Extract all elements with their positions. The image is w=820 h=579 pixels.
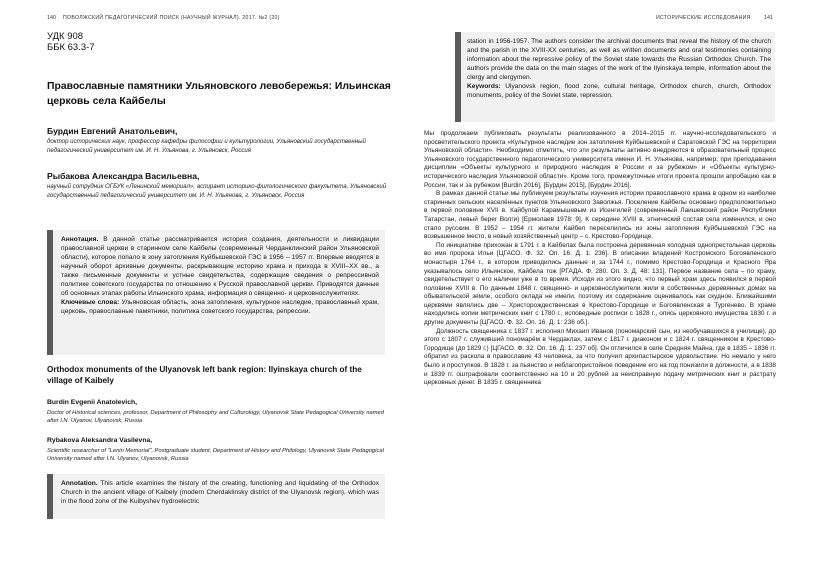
running-head-right: ИСТОРИЧЕСКИЕ ИССЛЕДОВАНИЯ [656, 15, 751, 21]
article-title: Православные памятники Ульяновского левобережья: Ильинская церковь села Кайбелы [47, 81, 391, 107]
english-annotation-bar [47, 474, 53, 519]
annotation-text [61, 235, 379, 316]
running-head-left: ПОВОЛЖСКИЙ ПЕДАГОГИЧЕСКИЙ ПОИСК (НАУЧНЫЙ ЖУРНАЛ). 2017. №2 (20) [63, 15, 280, 21]
english-annotation-box [47, 474, 385, 519]
annotation-box [47, 230, 385, 355]
udk-code: УДК 908 [47, 31, 84, 42]
author-name: Бурдин Евгений Анатольевич, [47, 126, 178, 136]
english-annotation-continued-text [467, 37, 771, 100]
english-title: Orthodox monuments of the Ulyanovsk left bank region: Ilyinskaya church of the village of Kaibely [47, 365, 362, 385]
author-affiliation: доктор исторических наук, профессор кафедры философии и культурологии, Ульяновский государственный педагогический университет им. И. Н. Ульянова, г. Ульяновск, Россия [47, 138, 366, 154]
english-keywords-label: Keywords: [467, 83, 501, 90]
body-paragraph: В рамках данной статьи мы публикуем результаты изучения истории православного храма в одном из наиболее старинных сельских населённых пунктов Ульяновского Заволжья. Поселение Кайбелы основано предположительно в первой половине XVII в. Кайбулой Карамышевым из Исенгилей (современный Лаишевский район Республики Татарстан, левый берег Волги) [Ермолаев 1978: 9]. К середине XVIII в. этнический состав села изменился, и оно стало русским. В 1952 – 1954 гг. жители Кайбел переселились из зоны затопления Куйбышевской ГЭС на возвышенное место, в новый хозяйственный центр – с. Крестово-Городище. [424, 190, 776, 241]
english-annotation-label: Annotation. [61, 480, 98, 487]
body-paragraph: По инициативе прихожан в 1791 г. в Кайбелах была построена деревянная холодная однопрестольная церковь во имя пророка Ильи [ЦГАСО. Ф. 32. Оп. 16. Д. 1: 236]. В описании владений Костромского Богоявленского монастыря 1764 г., в котором приводились данные и за 1744 г., помимо Крестово-Городища и Красного Яра указывалось село Ильинское, Кайбела тож [РГАДА. Ф. 280. Оп. 3. Д. 48: 131]. Первое название села – по храму, свидетельствует о его наличии уже в то время. Исходя из этого видно, что первый храм здесь появился в первой половине XVIII в. По данным 1848 г. священно- и церковнослужители жили в собственных деревянных домах на обывательской земле, особого оклада не имели, поэтому их содержание оценивалось как скудное. Ближайшими церквями являлись две – Христорождественская в Крестово-Городище и Богоявленская в Тургенево. В храме находились копии метрических книг с 1780 г., исповедные росписи с 1828 г., опись церковного имущества 1830 г. и другие документы [ЦГАСО. Ф. 32. Оп. 16. Д. 1: 236 об.]. [424, 241, 776, 327]
article-body [424, 130, 776, 388]
english-author-name: Rybakova Aleksandra Vasilevna, [47, 437, 153, 444]
annotation-bar [47, 230, 53, 355]
english-author-affiliation: Doctor of Historical sciences, professor, Department of Philosophy and Culturology, Ulyanovsk State Pedagogical University named after I.N. Ulyanov, Ulyanovsk, Russia [47, 410, 384, 425]
udk-block [47, 31, 95, 53]
keywords-label: Ключевые слова: [61, 299, 120, 306]
english-annotation-continued-body: station in 1956-1957. The authors consider the archival documents that reveal the history of the church and the parish in the XVIII-XX centuries, as well as written documents and oral testimonies containing information about the repressive policy of the Soviet state towards the Russian Orthodox Church. The authors provide the data on the main stages of the work of the Ilyinskaya temple, information about the clergy and clergymen. [467, 38, 771, 81]
author-affiliation: научный сотрудник ОГБУК «Ленинский мемориал», аспирант историко-филологического факультета, Ульяновский государственный педагогический университет им. И. Н. Ульянова, г. Ульяновск, Россия [47, 183, 387, 199]
body-paragraph: Мы продолжаем публиковать результаты реализованного в 2014–2015 гг. научно-исследовательского и просветительского проекта «Культурное наследие зон затопления Куйбышевской и Саратовской ГЭС на территории Ульяновской области». Необходимо отметить, что эти результаты активно внедряются в образовательный процесс Ульяновского государственного педагогического университета имени И. Н. Ульянова, например, при преподавании дисциплин «Объекты культурного и природного наследия в России и за рубежом» и «Объекты культурно-исторического наследия Ульяновской области». Кроме того, промежуточные итоги проекта прошли апробацию как в России, так и за рубежом [Burdin 2016], [Бурдин 2015], [Бурдин 2016]. [424, 130, 776, 189]
english-author-name: Burdin Evgenii Anatolevich, [47, 399, 138, 406]
english-keywords-body: Ulyanovsk region, flood zone, cultural heritage, Orthodox church, church, Orthodox monuments, policy of the Soviet state, repression. [467, 83, 771, 99]
bbk-code: ББК 63.3-7 [47, 42, 95, 53]
english-annotation-continued-box [455, 32, 775, 122]
english-annotation-body: This article examines the history of the creating, functioning and liquidating of the Orthodox Church in the ancient village of Kaibely (modern Cherdaklinsky district of the Ulyanovsk region), which was in the flood zone of the Kuibyshev hydroelectric [61, 480, 379, 505]
english-annotation-continued-bar [455, 32, 461, 122]
english-author-affiliation: Scientific researcher of "Lenin Memorial", Postgraduate student, Department of History and Philology, Ulyanovsk State Pedagogical University named after I.N. Ulyanov, Ulyanovsk, Russia [47, 448, 384, 463]
body-paragraph: Должность священника с 1837 г. исполнял Михаил Иванов (пономарский сын, из необучавшихся в училище), до этого с 1807 г. служивший пономарём в Чердаклах, затем с 1817 г. диаконом и с 1824 г. священником в Крестово-Городище (до 1829 г.) [ЦГАСО. Ф. 32. Оп. 16. Д. 1: 237 об]. Он отличился в селе Средняя Майна, где в 1835 – 1836 гг. обратил из раскола в православие 43 человека, за что получил архипастырское удовольствие. Но немало у него было и проступков. В 1828 г. за пьянство и неблагопристойное поведение его на год понизили в должности, а в 1838 и 1839 гг. оштрафовали соответственно на 10 и 20 рублей за неисправную подачу метрических книг и растрату церковных денег. В 1835 г. священника [424, 327, 776, 387]
keywords-body: Ульяновская область, зона затопления, культурное наследие, православный храм, церковь, православные памятники, политика советского государства, репрессии. [61, 299, 379, 315]
author-name: Рыбакова Александра Васильевна, [47, 171, 200, 181]
page-number-right: 141 [764, 15, 773, 21]
english-annotation-text [61, 479, 379, 506]
annotation-label: Аннотация. [61, 236, 99, 243]
annotation-body: В данной статье рассматривается история создания, деятельности и ликвидации православной церкви в старинном селе Кайбелы (современный Черданклинский район Ульяновской области), которое попало в зону затопления Куйбышевской ГЭС в 1956 – 1957 гг. Впервые вводятся в научный оборот архивные документы, раскрывающие историю храма и прихода в XVIII–XX вв., а также письменные документы и устные свидетельства, содержащие сведения о репрессивной политике советского государства по отношению к Русской православной церкви. Приводятся данные об основных этапах работы Ильинского храма, информация о священно- и церковнослужителях. [61, 236, 379, 297]
page-number-left: 140 [47, 15, 56, 21]
